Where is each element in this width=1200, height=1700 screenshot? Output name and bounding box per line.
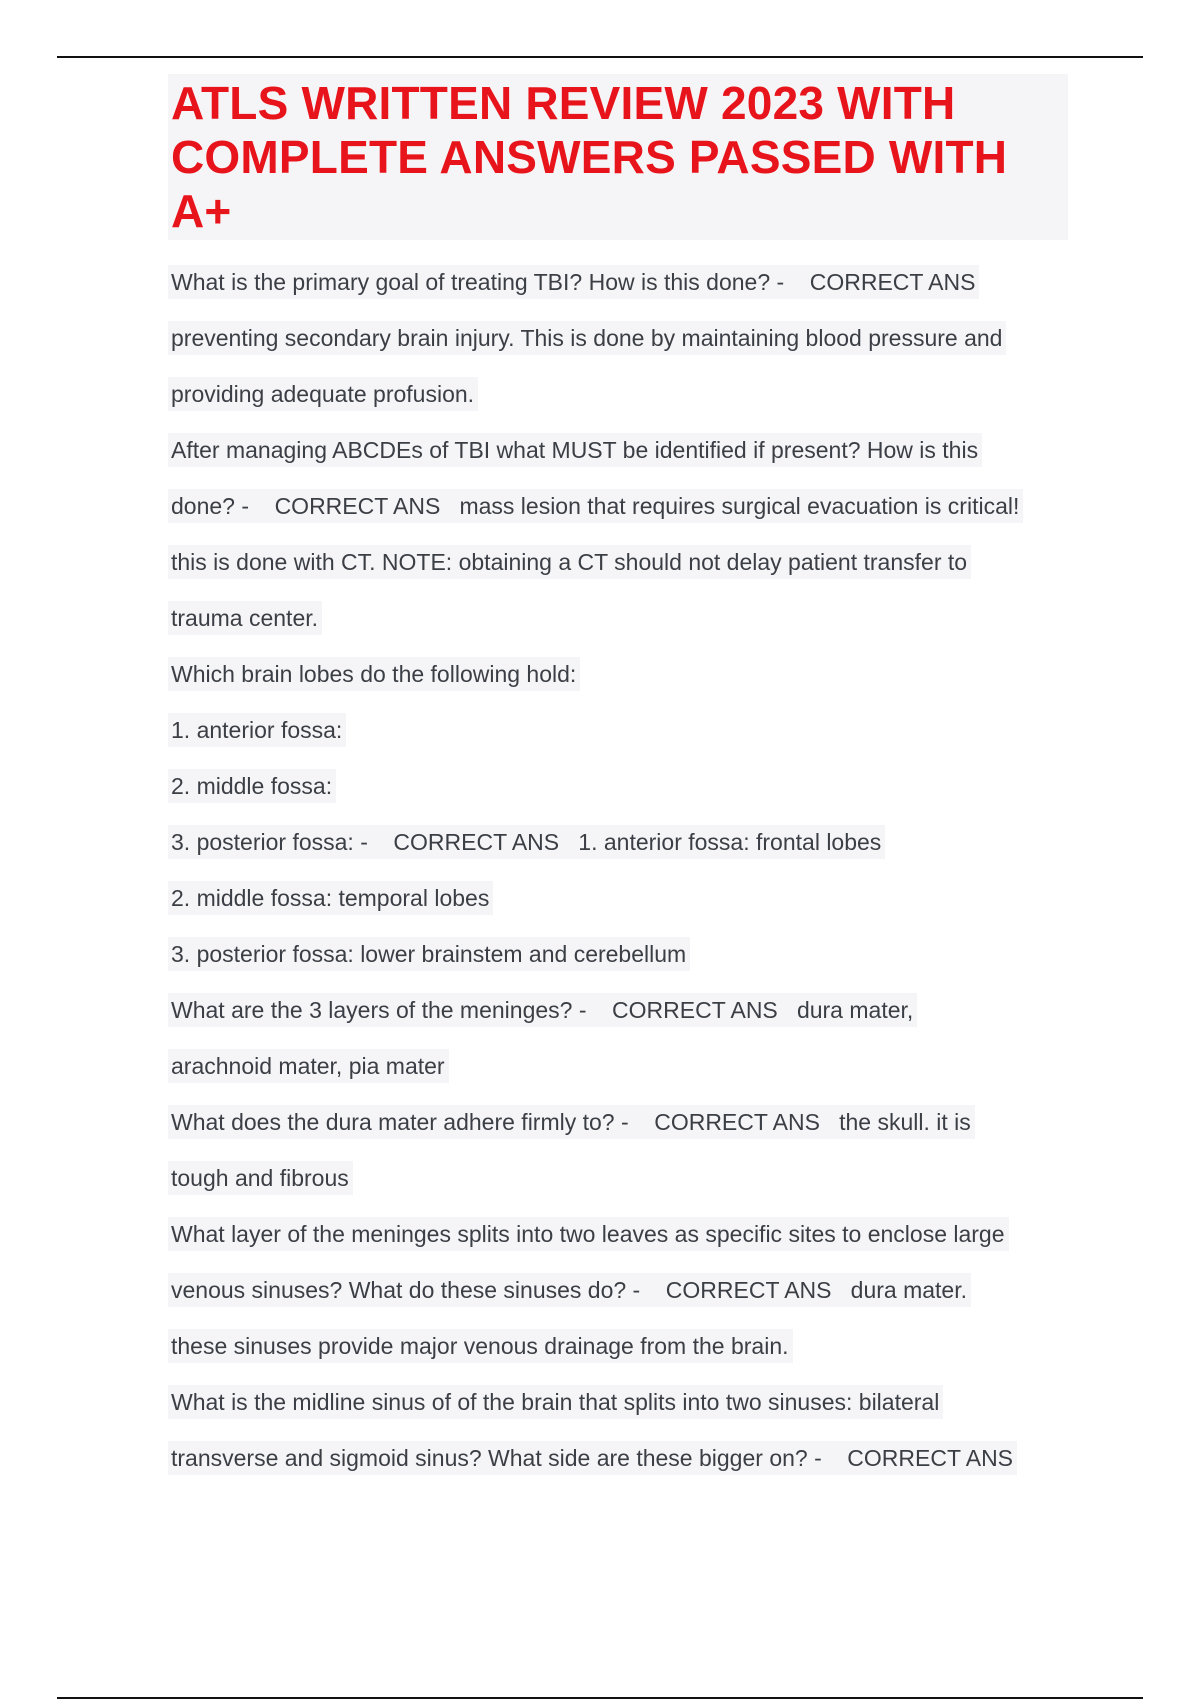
text-line: 2. middle fossa: temporal lobes bbox=[168, 870, 1088, 926]
text-line: done? - CORRECT ANS mass lesion that requires surgical evacuation is critical! bbox=[168, 478, 1088, 534]
text-line: arachnoid mater, pia mater bbox=[168, 1038, 1088, 1094]
text-line: What is the midline sinus of of the brain that splits into two sinuses: bilateral bbox=[168, 1374, 1088, 1430]
text-line: this is done with CT. NOTE: obtaining a CT should not delay patient transfer to bbox=[168, 534, 1088, 590]
document-title: ATLS WRITTEN REVIEW 2023 WITH COMPLETE ANSWERS PASSED WITH A+ bbox=[171, 77, 1008, 237]
text-line: transverse and sigmoid sinus? What side are these bigger on? - CORRECT ANS bbox=[168, 1430, 1088, 1486]
bottom-rule bbox=[57, 1697, 1143, 1699]
text-line: 3. posterior fossa: lower brainstem and cerebellum bbox=[168, 926, 1088, 982]
text-line: What layer of the meninges splits into two leaves as specific sites to enclose large bbox=[168, 1206, 1088, 1262]
text-line: Which brain lobes do the following hold: bbox=[168, 646, 1088, 702]
text-line: preventing secondary brain injury. This is done by maintaining blood pressure and bbox=[168, 310, 1088, 366]
text-line: 2. middle fossa: bbox=[168, 758, 1088, 814]
document-body bbox=[168, 254, 1088, 1486]
text-line: What does the dura mater adhere firmly to? - CORRECT ANS the skull. it is bbox=[168, 1094, 1088, 1150]
text-line: providing adequate profusion. bbox=[168, 366, 1088, 422]
top-rule bbox=[57, 56, 1143, 58]
title-block bbox=[168, 74, 1068, 240]
text-line: tough and fibrous bbox=[168, 1150, 1088, 1206]
text-line: 3. posterior fossa: - CORRECT ANS 1. anterior fossa: frontal lobes bbox=[168, 814, 1088, 870]
text-line: venous sinuses? What do these sinuses do? - CORRECT ANS dura mater. bbox=[168, 1262, 1088, 1318]
text-line: these sinuses provide major venous drainage from the brain. bbox=[168, 1318, 1088, 1374]
text-line: What are the 3 layers of the meninges? - CORRECT ANS dura mater, bbox=[168, 982, 1088, 1038]
text-line: What is the primary goal of treating TBI? How is this done? - CORRECT ANS bbox=[168, 254, 1088, 310]
text-line: trauma center. bbox=[168, 590, 1088, 646]
text-line: 1. anterior fossa: bbox=[168, 702, 1088, 758]
text-line: After managing ABCDEs of TBI what MUST be identified if present? How is this bbox=[168, 422, 1088, 478]
